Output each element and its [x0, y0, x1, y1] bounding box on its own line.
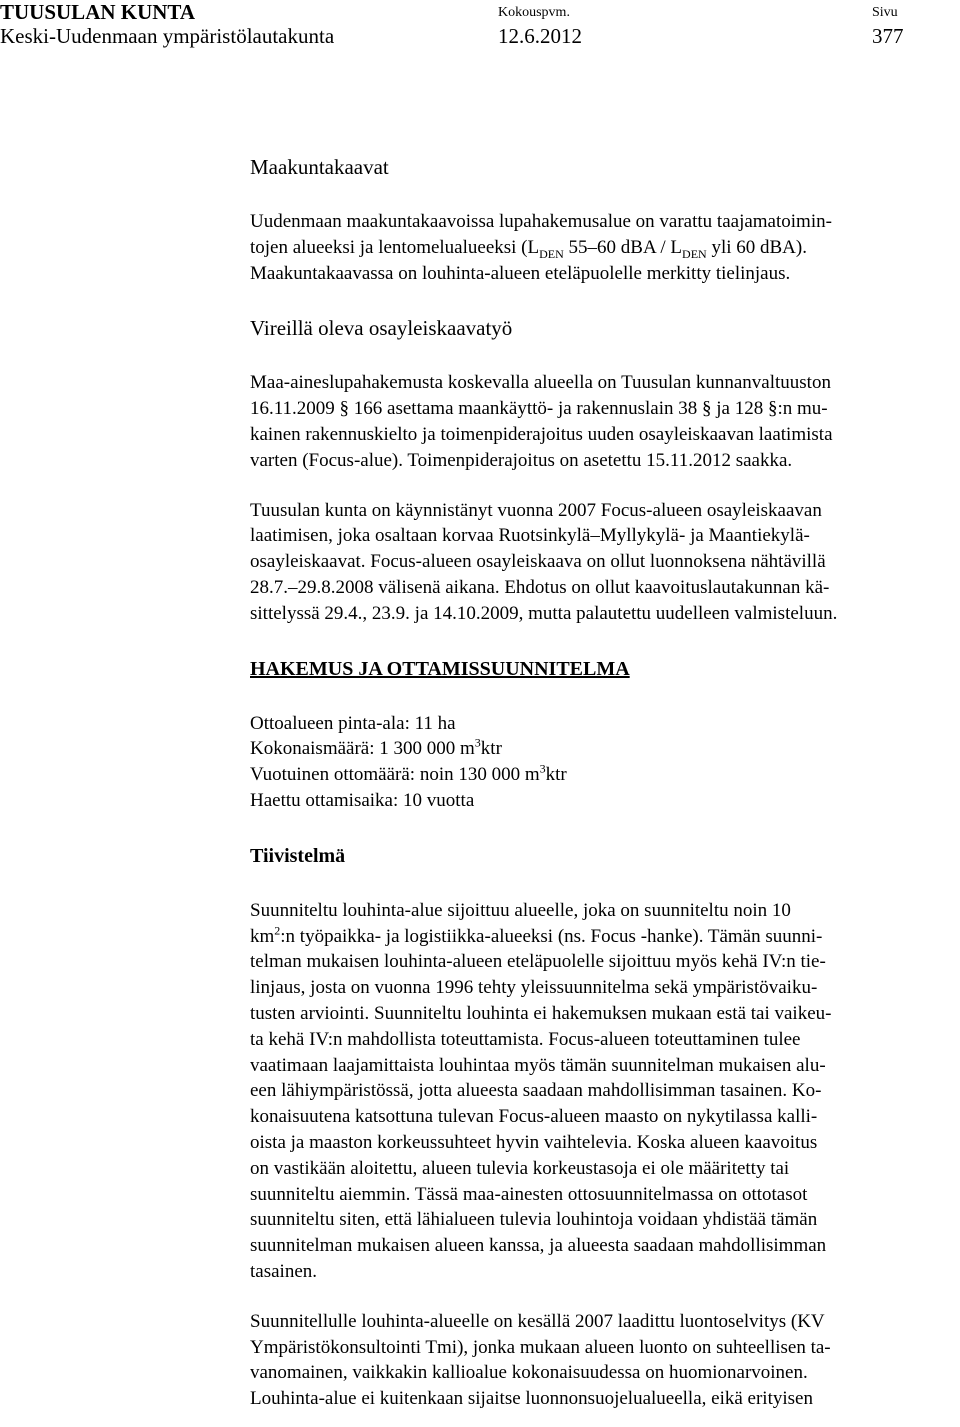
- fact-period: Haettu ottamisaika: 10 vuotta: [250, 789, 475, 811]
- section-title-regional-plans: Maakuntakaavat: [250, 155, 389, 179]
- master-plan-paragraph-2: Tuusulan kunta on käynnistänyt vuonna 2007 Focus-alueen osayleiskaavan laatimisen, joka osaltaan korvaa Ruotsinkylä–Myllykylä- ja Maantiekylä- osayleiskaavat. Focus-alueen osayleiskaava on ollut luonnoksena nähtävillä 28.7.–29.8.2008 välisenä aikana. Ehdotus on ollut kaavoituslautakunnan kä- sittelyssä 29.4., 23.9. ja 14.10.2009, mutta palautettu uudelleen valmisteluun.: [250, 499, 838, 624]
- fact-annual-amount: Vuotuinen ottomäärä: noin 130 000 $m^3ktr$: [250, 761, 567, 786]
- regional-plans-paragraph: Uudenmaan maakuntakaavoissa lupahakemusalue on varattu taajamatoimin- tojen alueeksi ja lentomelualueeksi ($L_{DEN}$ 55–60 dBA / $L_{DEN}$ yli 60 dBA). Maakuntakaavassa on louhinta-alueen eteläpuolelle merkitty tielinjaus.: [250, 211, 832, 284]
- page-number: 377: [872, 24, 904, 48]
- section-title-application: HAKEMUS JA OTTAMISSUUNNITELMA: [250, 657, 630, 680]
- board-name: Keski-Uudenmaan ympäristölautakunta: [0, 24, 335, 48]
- section-title-summary: Tiivistelmä: [250, 844, 346, 867]
- fact-area: Ottoalueen pinta-ala: 11 ha: [250, 712, 456, 734]
- document-body: [250, 154, 958, 1412]
- municipality-name: TUUSULAN KUNTA: [0, 0, 196, 24]
- meeting-date: 12.6.2012: [498, 24, 582, 48]
- fact-total-amount: Kokonaismäärä: 1 300 000 $m^3ktr$: [250, 736, 502, 760]
- page-header: [0, 0, 960, 48]
- summary-paragraph-1: Suunniteltu louhinta-alue sijoittuu alueelle, joka on suunniteltu noin 10 $km^2:n$ työpaikka- ja logistiikka-alueeksi (ns. Focus -hanke). Tämän suunni- telman mukaisen louhinta-alueen eteläpuolelle sijoittuu myös kehä IV:n tie- linjaus, josta on vuonna 1996 tehty yleissuunnitelma sekä ympäristövaiku- tusten arviointi. Suunniteltu louhinta ei hakemuksen mukaan estä tai vaikeu- ta kehä IV:n mahdollista toteuttamista. Focus-alueen toteuttaminen tulee vaatimaan laajamittaista louhintaa myös tämän suunnitelman mukaisen alu- een lähiympäristössä, jotta alueesta saadaan mahdollisimman tasainen. Ko- konaisuutena katsottuna tulevan Focus-alueen maasto on nykytilassa kalli- oista ja maaston korkeussuhteet hyvin vaihtelevia. Koska alueen kaavoitus on vastikään aloitettu, alueen tulevia korkeustasoja ei ole määritetty tai suunniteltu aiemmin. Tässä maa-ainesten ottosuunnitelmassa on ottotasot suunniteltu siten, että lähialueen tulevia louhintoja voidaan yhdistää tämän suunnitelman mukaisen alueen kanssa, ja alueesta saadaan mahdollisimman tasainen.: [250, 899, 832, 1282]
- master-plan-paragraph-1: Maa-aineslupahakemusta koskevalla alueella on Tuusulan kunnanvaltuuston 16.11.2009 § 166 asettama maankäyttö- ja rakennuslain 38 § ja 128 §:n mu- kainen rakennuskielto ja toimenpiderajoitus uuden osayleiskaavan laatimista varten (Focus-alue). Toimenpiderajoitus on asetettu 15.11.2012 saakka.: [250, 372, 833, 471]
- meeting-date-label: Kokouspvm.: [498, 5, 570, 20]
- application-facts-list: [250, 711, 958, 814]
- page-label: Sivu: [872, 5, 898, 20]
- section-title-master-plan: Vireillä oleva osayleiskaavatyö: [250, 316, 513, 341]
- summary-paragraph-2: Suunnitellulle louhinta-alueelle on kesällä 2007 laadittu luontoselvitys (KV Ympäristökonsultointi Tmi), jonka mukaan alueen luonto on suhteellisen ta- vanomainen, vaikkakin kallioalue kokonaisuudessa on huomionarvoinen. Louhinta-alue ei kuitenkaan sijaitse luonnonsuojelualueella, eikä erityisen: [250, 1310, 831, 1410]
